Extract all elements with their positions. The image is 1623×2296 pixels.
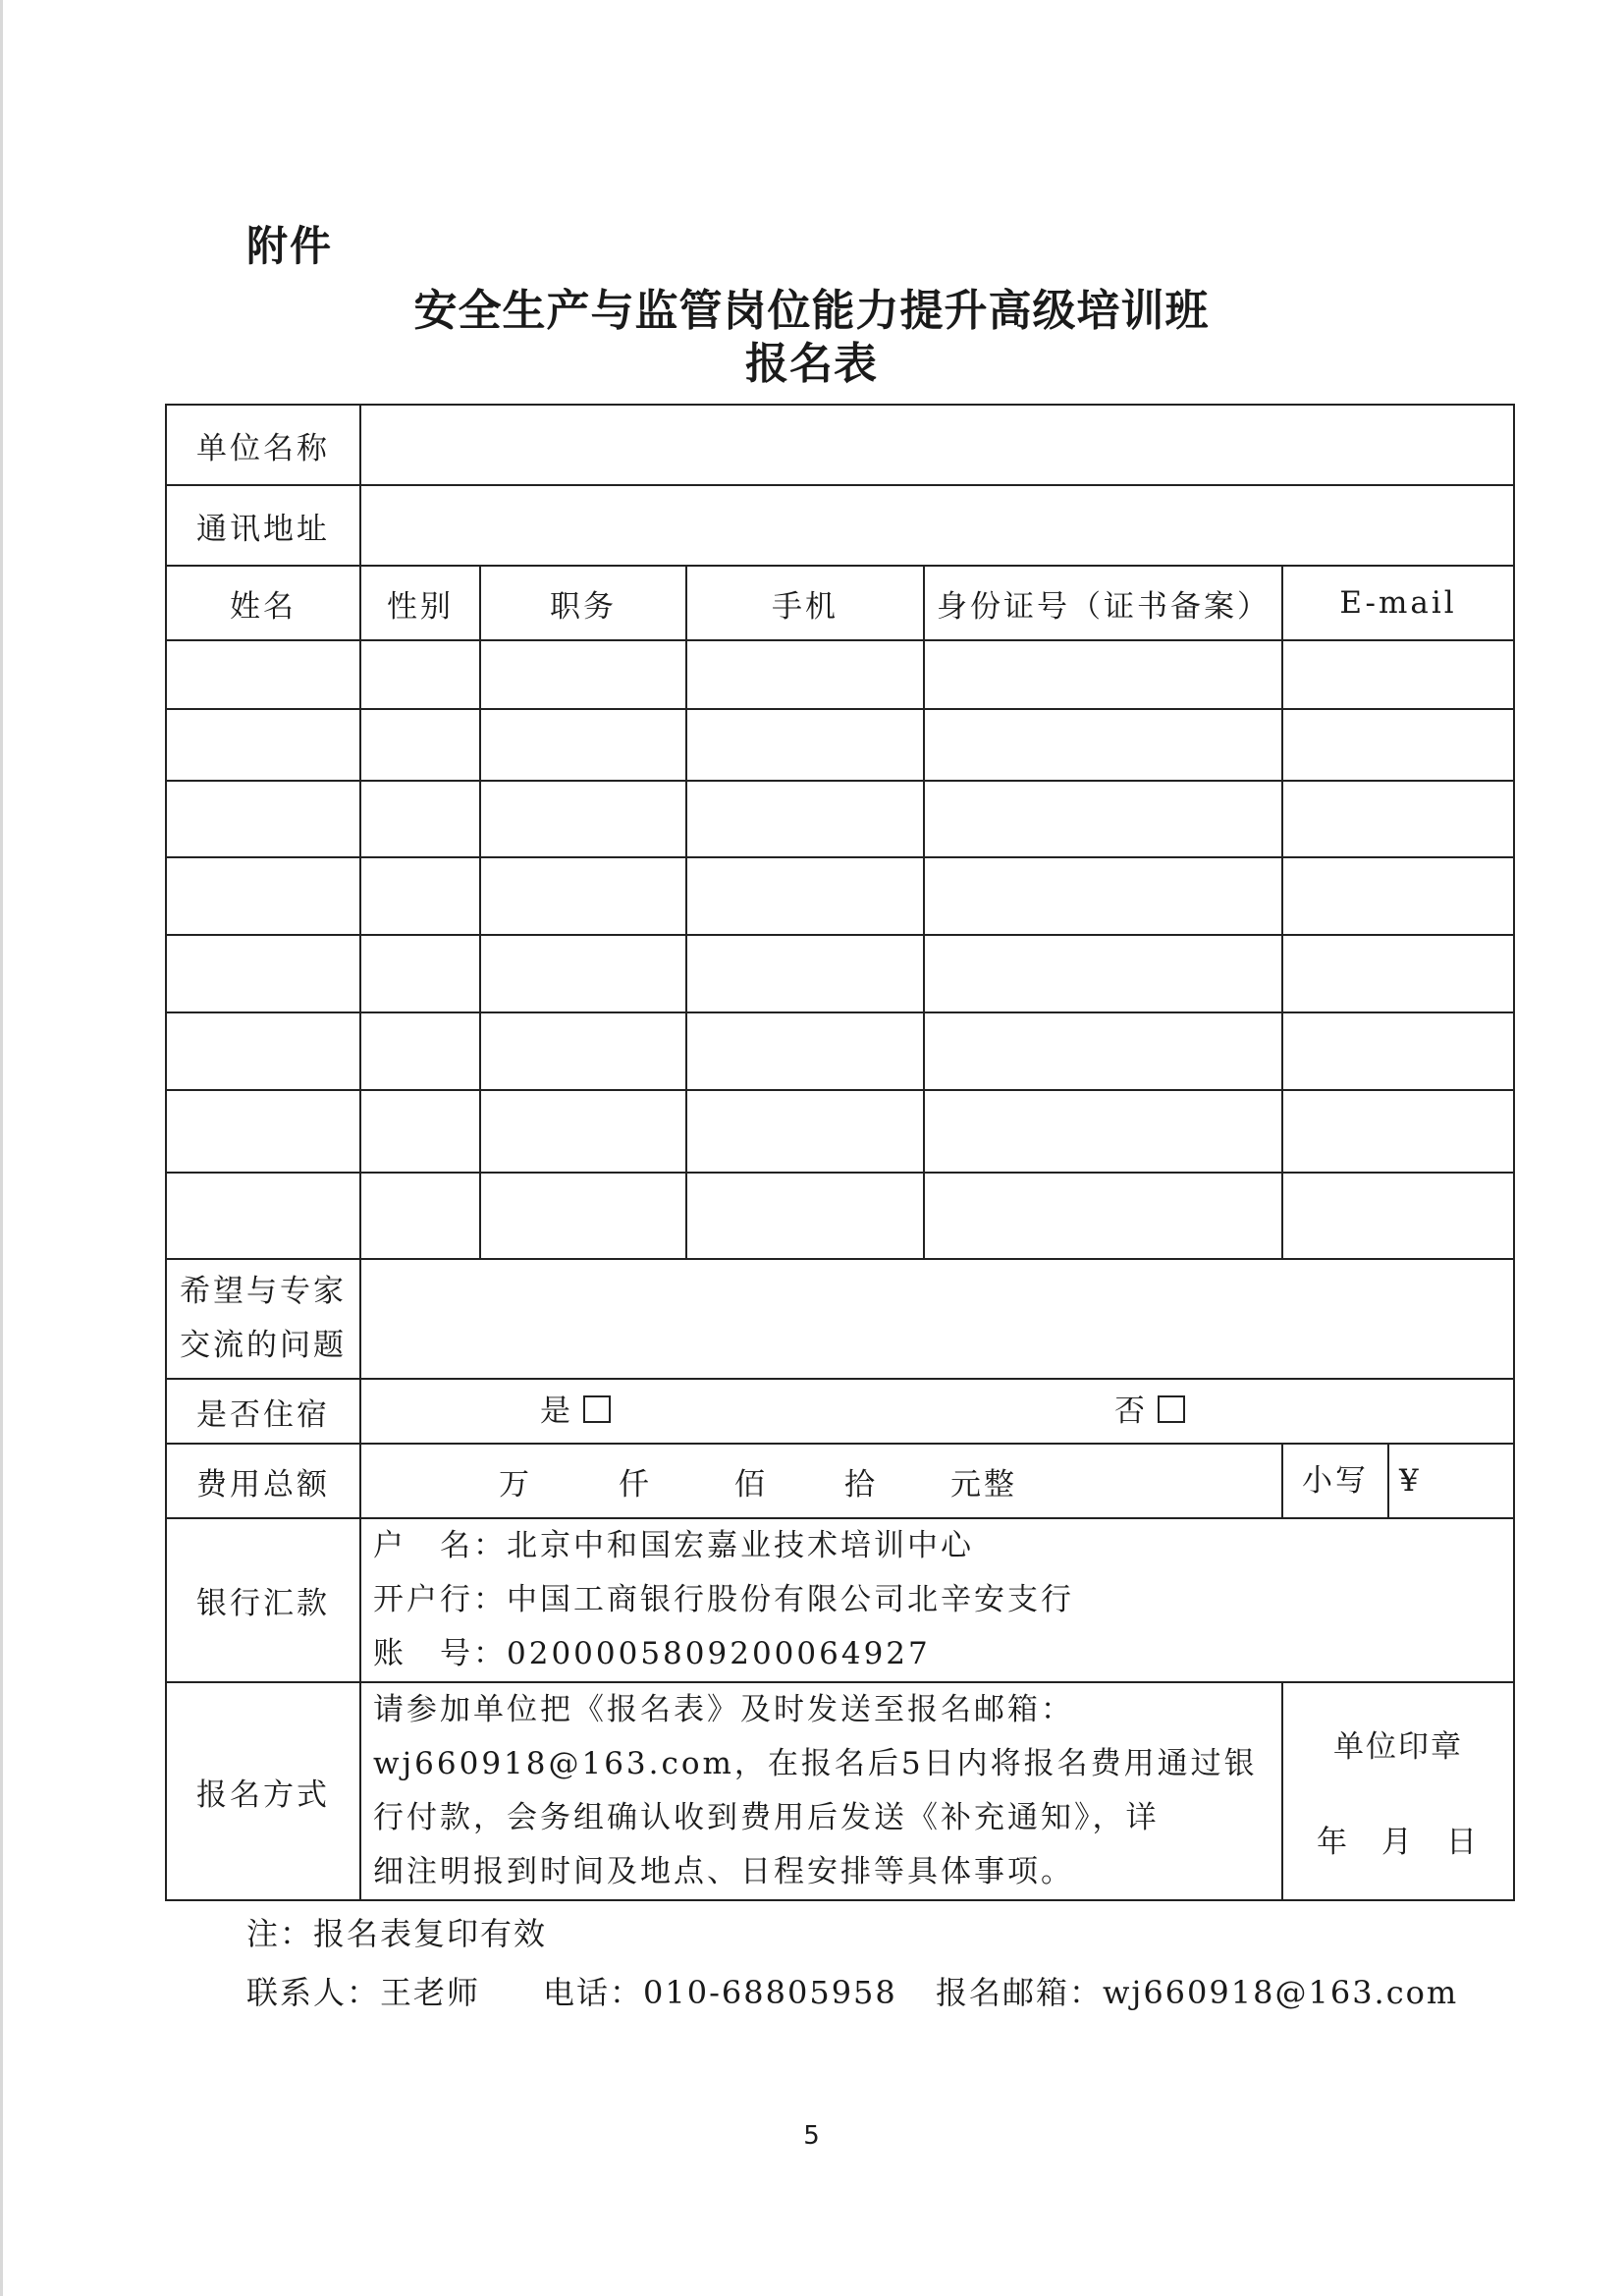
lodging-label: 是否住宿 <box>166 1379 360 1444</box>
attendee-mobile-cell[interactable] <box>686 1012 924 1090</box>
attendee-mobile-cell[interactable] <box>686 640 924 709</box>
attendee-mobile-cell[interactable] <box>686 1090 924 1173</box>
fee-unit-yuan: 元整 <box>950 1466 1017 1503</box>
register-line: 细注明报到时间及地点、日程安排等具体事项。 <box>373 1854 1074 1889</box>
register-instructions <box>360 1682 1282 1900</box>
attendee-name-cell[interactable] <box>166 709 360 781</box>
address-field[interactable] <box>360 485 1514 566</box>
attendee-row <box>166 640 1514 709</box>
fee-small-label: 小写 <box>1283 1445 1389 1517</box>
attendee-position-cell[interactable] <box>480 1173 686 1259</box>
address-label: 通讯地址 <box>166 485 360 566</box>
fee-unit-qian: 仟 <box>619 1466 652 1503</box>
lodging-options <box>360 1379 1514 1444</box>
attendee-mobile-cell[interactable] <box>686 781 924 857</box>
attendee-name-cell[interactable] <box>166 935 360 1012</box>
attendee-id-number-cell[interactable] <box>924 1012 1282 1090</box>
attendee-email-cell[interactable] <box>1282 640 1514 709</box>
attendee-email-cell[interactable] <box>1282 781 1514 857</box>
attendee-row <box>166 857 1514 935</box>
lodging-yes-checkbox[interactable] <box>583 1395 611 1423</box>
attendee-email-cell[interactable] <box>1282 857 1514 935</box>
seal-date <box>1295 1817 1501 1861</box>
attendee-position-cell[interactable] <box>480 640 686 709</box>
lodging-no-label: 否 <box>1114 1394 1148 1429</box>
attendee-position-cell[interactable] <box>480 1012 686 1090</box>
attendee-position-cell[interactable] <box>480 935 686 1012</box>
attendee-id-number-cell[interactable] <box>924 709 1282 781</box>
attendee-name-cell[interactable] <box>166 1090 360 1173</box>
attendee-email-cell[interactable] <box>1282 1012 1514 1090</box>
fee-amount-words[interactable] <box>360 1444 1282 1518</box>
questions-label <box>166 1259 360 1379</box>
address-row <box>166 485 1514 566</box>
attendee-name-cell[interactable] <box>166 1173 360 1259</box>
attendee-id-number-cell[interactable] <box>924 640 1282 709</box>
register-line: 请参加单位把《报名表》及时发送至报名邮箱： <box>373 1692 1074 1727</box>
attendee-id-number-cell[interactable] <box>924 1090 1282 1173</box>
attendee-email-cell[interactable] <box>1282 709 1514 781</box>
attendee-row <box>166 1012 1514 1090</box>
attendee-gender-cell[interactable] <box>360 857 480 935</box>
date-day: 日 <box>1446 1825 1481 1860</box>
lodging-yes-label: 是 <box>540 1394 573 1429</box>
attendee-gender-cell[interactable] <box>360 1012 480 1090</box>
attendee-name-cell[interactable] <box>166 857 360 935</box>
date-year: 年 <box>1317 1825 1351 1860</box>
col-header-gender: 性别 <box>360 566 480 640</box>
fee-label: 费用总额 <box>166 1444 360 1518</box>
attendee-gender-cell[interactable] <box>360 935 480 1012</box>
unit-name-label: 单位名称 <box>166 405 360 485</box>
attendee-email-cell[interactable] <box>1282 935 1514 1012</box>
unit-name-field[interactable] <box>360 405 1514 485</box>
attendee-email-cell[interactable] <box>1282 1090 1514 1173</box>
attendee-name-cell[interactable] <box>166 781 360 857</box>
seal-cell <box>1282 1682 1514 1900</box>
attendee-gender-cell[interactable] <box>360 1173 480 1259</box>
attendee-gender-cell[interactable] <box>360 709 480 781</box>
attendee-row <box>166 1090 1514 1173</box>
attendee-id-number-cell[interactable] <box>924 1173 1282 1259</box>
attendee-row <box>166 781 1514 857</box>
unit-name-row <box>166 405 1514 485</box>
attendee-name-cell[interactable] <box>166 1012 360 1090</box>
attendee-position-cell[interactable] <box>480 781 686 857</box>
column-header-row <box>166 566 1514 640</box>
contact-person: 联系人：王老师 <box>246 1974 481 2011</box>
attendee-row <box>166 935 1514 1012</box>
col-header-id-number: 身份证号（证书备案） <box>924 566 1282 640</box>
register-row <box>166 1682 1514 1900</box>
bank-row <box>166 1518 1514 1682</box>
lodging-yes-option[interactable] <box>540 1380 611 1443</box>
attendee-email-cell[interactable] <box>1282 1173 1514 1259</box>
col-header-email: E-mail <box>1282 566 1514 640</box>
fee-unit-shi: 拾 <box>844 1466 878 1503</box>
bank-account-name: 户 名：北京中和国宏嘉业技术培训中心 <box>373 1528 974 1563</box>
fee-currency-symbol[interactable]: ¥ <box>1399 1463 1422 1499</box>
page-number: 5 <box>803 2121 820 2151</box>
copy-valid-note: 注：报名表复印有效 <box>246 1915 548 1952</box>
register-label: 报名方式 <box>166 1682 360 1900</box>
form-title: 安全生产与监管岗位能力提升高级培训班 <box>413 286 1210 336</box>
attendee-position-cell[interactable] <box>480 1090 686 1173</box>
attendee-mobile-cell[interactable] <box>686 935 924 1012</box>
register-line: 行付款，会务组确认收到费用后发送《补充通知》，详 <box>373 1800 1160 1835</box>
bank-branch: 开户行：中国工商银行股份有限公司北辛安支行 <box>373 1582 1074 1617</box>
bank-label: 银行汇款 <box>166 1518 360 1682</box>
fee-unit-bai: 佰 <box>734 1466 768 1503</box>
col-header-position: 职务 <box>480 566 686 640</box>
fee-row <box>166 1444 1514 1518</box>
attachment-label: 附件 <box>246 222 334 270</box>
seal-label: 单位印章 <box>1333 1729 1464 1765</box>
questions-field[interactable] <box>360 1259 1514 1379</box>
attendee-gender-cell[interactable] <box>360 1090 480 1173</box>
attendee-mobile-cell[interactable] <box>686 857 924 935</box>
contact-email: 报名邮箱：wj660918@163.com <box>936 1974 1459 2011</box>
attendee-gender-cell[interactable] <box>360 781 480 857</box>
registration-form <box>165 404 1515 1901</box>
questions-row <box>166 1259 1514 1379</box>
attendee-mobile-cell[interactable] <box>686 709 924 781</box>
contact-phone: 电话：010-68805958 <box>543 1974 897 2011</box>
lodging-row <box>166 1379 1514 1444</box>
col-header-mobile: 手机 <box>686 566 924 640</box>
fee-small-cell <box>1282 1444 1514 1518</box>
questions-label-line1: 希望与专家 <box>180 1274 347 1309</box>
form-subtitle: 报名表 <box>745 339 878 389</box>
lodging-no-option[interactable] <box>1114 1380 1185 1443</box>
attendee-id-number-cell[interactable] <box>924 857 1282 935</box>
attendee-name-cell[interactable] <box>166 640 360 709</box>
attendee-mobile-cell[interactable] <box>686 1173 924 1259</box>
col-header-name: 姓名 <box>166 566 360 640</box>
bank-account-number: 账 号：0200005809200064927 <box>373 1636 931 1671</box>
bank-details <box>360 1518 1514 1682</box>
attendee-position-cell[interactable] <box>480 709 686 781</box>
lodging-no-checkbox[interactable] <box>1158 1395 1185 1423</box>
attendee-id-number-cell[interactable] <box>924 781 1282 857</box>
attendee-row <box>166 1173 1514 1259</box>
attendee-rows <box>166 640 1514 1259</box>
date-month: 月 <box>1381 1825 1416 1860</box>
register-line: wj660918@163.com，在报名后5日内将报名费用通过银 <box>373 1746 1258 1781</box>
questions-label-line2: 交流的问题 <box>180 1328 347 1363</box>
attendee-gender-cell[interactable] <box>360 640 480 709</box>
attendee-row <box>166 709 1514 781</box>
attendee-id-number-cell[interactable] <box>924 935 1282 1012</box>
attendee-position-cell[interactable] <box>480 857 686 935</box>
fee-unit-wan: 万 <box>499 1466 532 1503</box>
